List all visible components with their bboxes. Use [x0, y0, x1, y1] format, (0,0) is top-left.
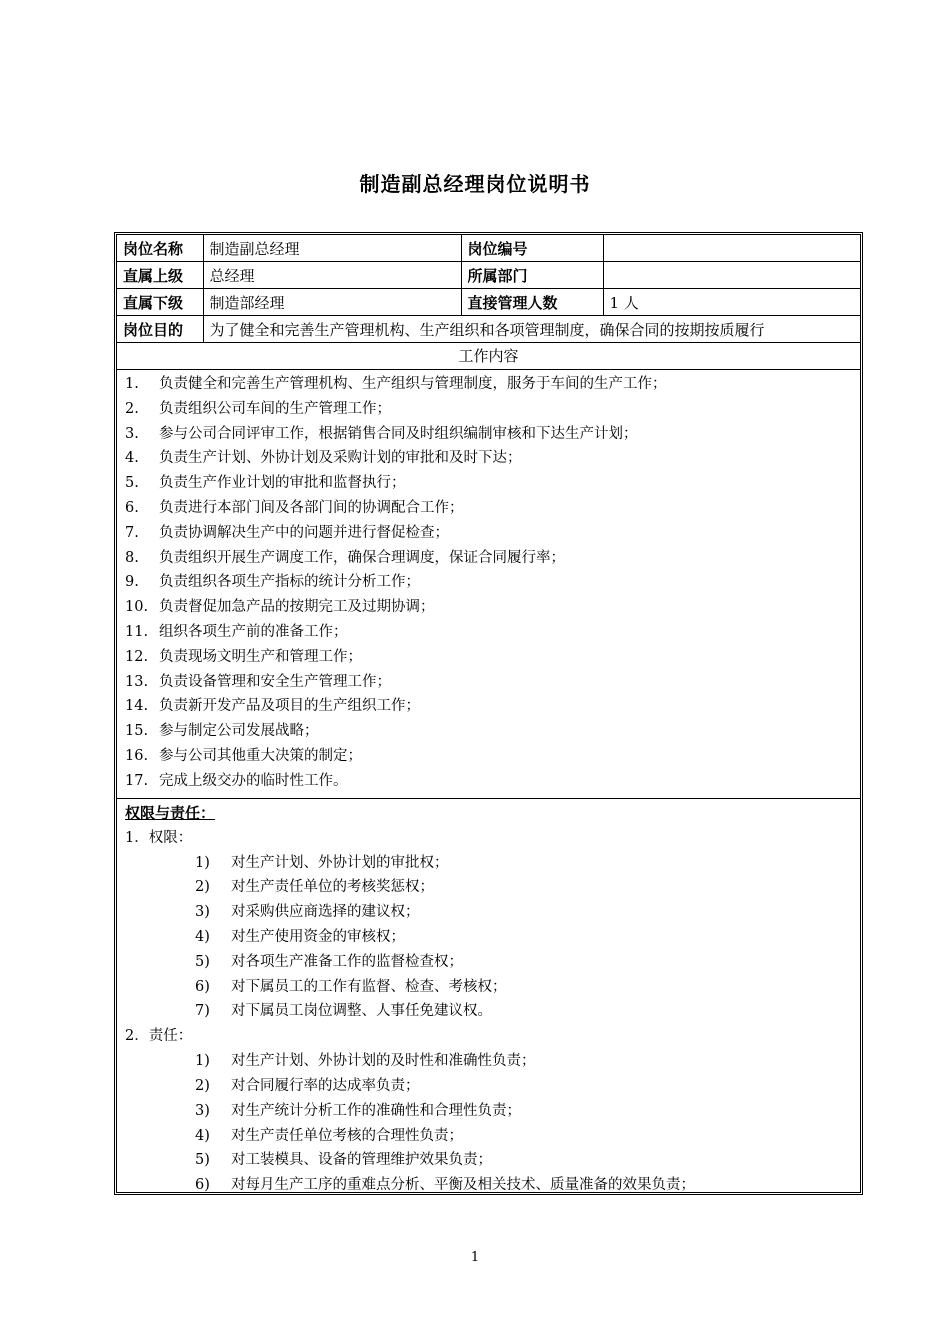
list-item	[125, 570, 860, 595]
item-number: 8.	[125, 549, 139, 566]
item-number: 1.	[125, 376, 139, 392]
item-text: 负责组织公司车间的生产管理工作；	[159, 400, 391, 417]
list-item	[125, 620, 860, 645]
item-text: 对下属员工岗位调整、人事任免建议权。	[231, 1003, 492, 1020]
info-row	[117, 316, 860, 343]
item-text: 负责督促加急产品的按期完工及过期协调；	[159, 599, 435, 616]
item-text: 参与公司其他重大决策的制定；	[159, 747, 362, 764]
authority-responsibility-section	[117, 799, 860, 1198]
item-text: 完成上级交办的临时性工作。	[159, 772, 348, 789]
item-number: 1)	[195, 854, 210, 871]
item-text: 对合同履行率的达成率负责；	[231, 1077, 420, 1094]
item-text: 参与公司合同评审工作，根据销售合同及时组织编制审核和下达生产计划；	[159, 425, 638, 442]
item-text: 参与制定公司发展战略；	[159, 723, 319, 740]
item-number: 7.	[125, 524, 139, 541]
item-number: 16.	[125, 747, 149, 764]
item-number: 7)	[195, 1003, 210, 1020]
list-item	[125, 645, 860, 670]
item-text: 对生产使用资金的审核权；	[231, 928, 405, 945]
list-item	[125, 744, 860, 769]
info-row	[117, 289, 860, 316]
authority-heading: 1．权限：	[125, 829, 193, 846]
item-text: 组织各项生产前的准备工作；	[159, 623, 348, 640]
item-text: 负责现场文明生产和管理工作；	[159, 648, 362, 665]
list-item	[125, 1173, 860, 1198]
item-number: 4)	[195, 928, 210, 945]
item-text: 负责组织各项生产指标的统计分析工作；	[159, 574, 420, 591]
label-purpose: 岗位目的	[117, 316, 203, 343]
list-item	[125, 372, 860, 397]
list-item	[125, 422, 860, 447]
label-position-code: 岗位编号	[461, 235, 603, 262]
job-description-form	[114, 232, 863, 1195]
list-item	[125, 925, 860, 950]
page-number: 1	[470, 1250, 480, 1265]
list-item	[125, 950, 860, 975]
list-item	[125, 496, 860, 521]
item-text: 对生产计划、外协计划的审批权；	[231, 854, 449, 871]
list-item	[125, 521, 860, 546]
item-number: 2)	[195, 1077, 210, 1094]
duty-heading: 2．责任：	[125, 1028, 193, 1045]
item-text: 对下属员工的工作有监督、检查、考核权；	[231, 978, 507, 995]
item-text: 对工装模具、设备的管理维护效果负责；	[231, 1152, 492, 1169]
item-number: 3)	[195, 1102, 210, 1119]
label-direct-superior: 直属上级	[117, 262, 203, 289]
item-number: 15.	[125, 723, 149, 740]
value-position-name: 制造副总经理	[203, 235, 461, 262]
item-number: 3)	[195, 904, 210, 921]
value-purpose: 为了健全和完善生产管理机构、生产组织和各项管理制度，确保合同的按期按质履行	[203, 316, 860, 343]
value-department	[603, 262, 860, 289]
item-number: 17.	[125, 772, 149, 789]
item-text: 负责协调解决生产中的问题并进行督促检查；	[159, 524, 449, 541]
list-item	[125, 1099, 860, 1124]
item-text: 负责健全和完善生产管理机构、生产组织与管理制度，服务于车间的生产工作；	[159, 376, 667, 392]
list-item	[125, 1074, 860, 1099]
list-item	[125, 875, 860, 900]
document-title: 制造副总经理岗位说明书	[359, 172, 591, 196]
item-text: 对采购供应商选择的建议权；	[231, 904, 420, 921]
list-item	[125, 670, 860, 695]
item-number: 13.	[125, 673, 149, 690]
item-number: 4.	[125, 450, 139, 467]
item-number: 5)	[195, 1152, 210, 1169]
list-item	[125, 546, 860, 571]
item-text: 负责新开发产品及项目的生产组织工作；	[159, 698, 420, 715]
item-text: 负责生产计划、外协计划及采购计划的审批和及时下达；	[159, 450, 522, 467]
list-item	[125, 851, 860, 876]
info-row	[117, 235, 860, 262]
item-text: 负责组织开展生产调度工作，确保合理调度，保证合同履行率；	[159, 549, 565, 566]
list-item	[125, 769, 860, 794]
list-item	[125, 999, 860, 1024]
list-item	[125, 719, 860, 744]
list-item	[125, 975, 860, 1000]
item-number: 11.	[125, 623, 149, 640]
info-table	[117, 235, 860, 343]
value-direct-superior: 总经理	[203, 262, 461, 289]
item-text: 对生产责任单位的考核奖惩权；	[231, 879, 434, 896]
item-text: 对生产统计分析工作的准确性和合理性负责；	[231, 1102, 521, 1119]
list-item	[125, 595, 860, 620]
item-text: 对各项生产准备工作的监督检查权；	[231, 953, 463, 970]
item-number: 2)	[195, 879, 210, 896]
list-item	[125, 471, 860, 496]
list-item	[125, 900, 860, 925]
item-text: 对生产计划、外协计划的及时性和准确性负责；	[231, 1053, 536, 1070]
item-number: 6)	[195, 1177, 210, 1194]
item-text: 负责设备管理和安全生产管理工作；	[159, 673, 391, 690]
info-row	[117, 262, 860, 289]
item-text: 负责进行本部门间及各部门间的协调配合工作；	[159, 499, 464, 516]
label-headcount: 直接管理人数	[461, 289, 603, 316]
list-item	[125, 1148, 860, 1173]
authority-responsibility-heading: 权限与责任：	[125, 803, 216, 822]
item-number: 3.	[125, 425, 139, 442]
item-text: 负责生产作业计划的审批和监督执行；	[159, 475, 406, 492]
item-number: 2.	[125, 400, 139, 417]
label-department: 所属部门	[461, 262, 603, 289]
item-number: 10.	[125, 599, 149, 616]
item-number: 5.	[125, 475, 139, 492]
item-number: 5)	[195, 953, 210, 970]
item-number: 6)	[195, 978, 210, 995]
work-content-list	[117, 370, 860, 799]
value-headcount: 1 人	[603, 289, 860, 316]
item-number: 14.	[125, 698, 149, 715]
item-number: 6.	[125, 499, 139, 516]
value-direct-subordinate: 制造部经理	[203, 289, 461, 316]
item-number: 4)	[195, 1127, 210, 1144]
list-item	[125, 694, 860, 719]
label-position-name: 岗位名称	[117, 235, 203, 262]
item-number: 1)	[195, 1053, 210, 1070]
item-text: 对生产责任单位考核的合理性负责；	[231, 1127, 463, 1144]
list-item	[125, 446, 860, 471]
list-item	[125, 397, 860, 422]
value-position-code	[603, 235, 860, 262]
item-number: 12.	[125, 648, 149, 665]
item-text: 对每月生产工序的重难点分析、平衡及相关技术、质量准备的效果负责；	[231, 1177, 695, 1194]
list-item	[125, 1124, 860, 1149]
work-content-heading: 工作内容	[117, 343, 860, 370]
item-number: 9.	[125, 574, 139, 591]
list-item	[125, 1049, 860, 1074]
label-direct-subordinate: 直属下级	[117, 289, 203, 316]
